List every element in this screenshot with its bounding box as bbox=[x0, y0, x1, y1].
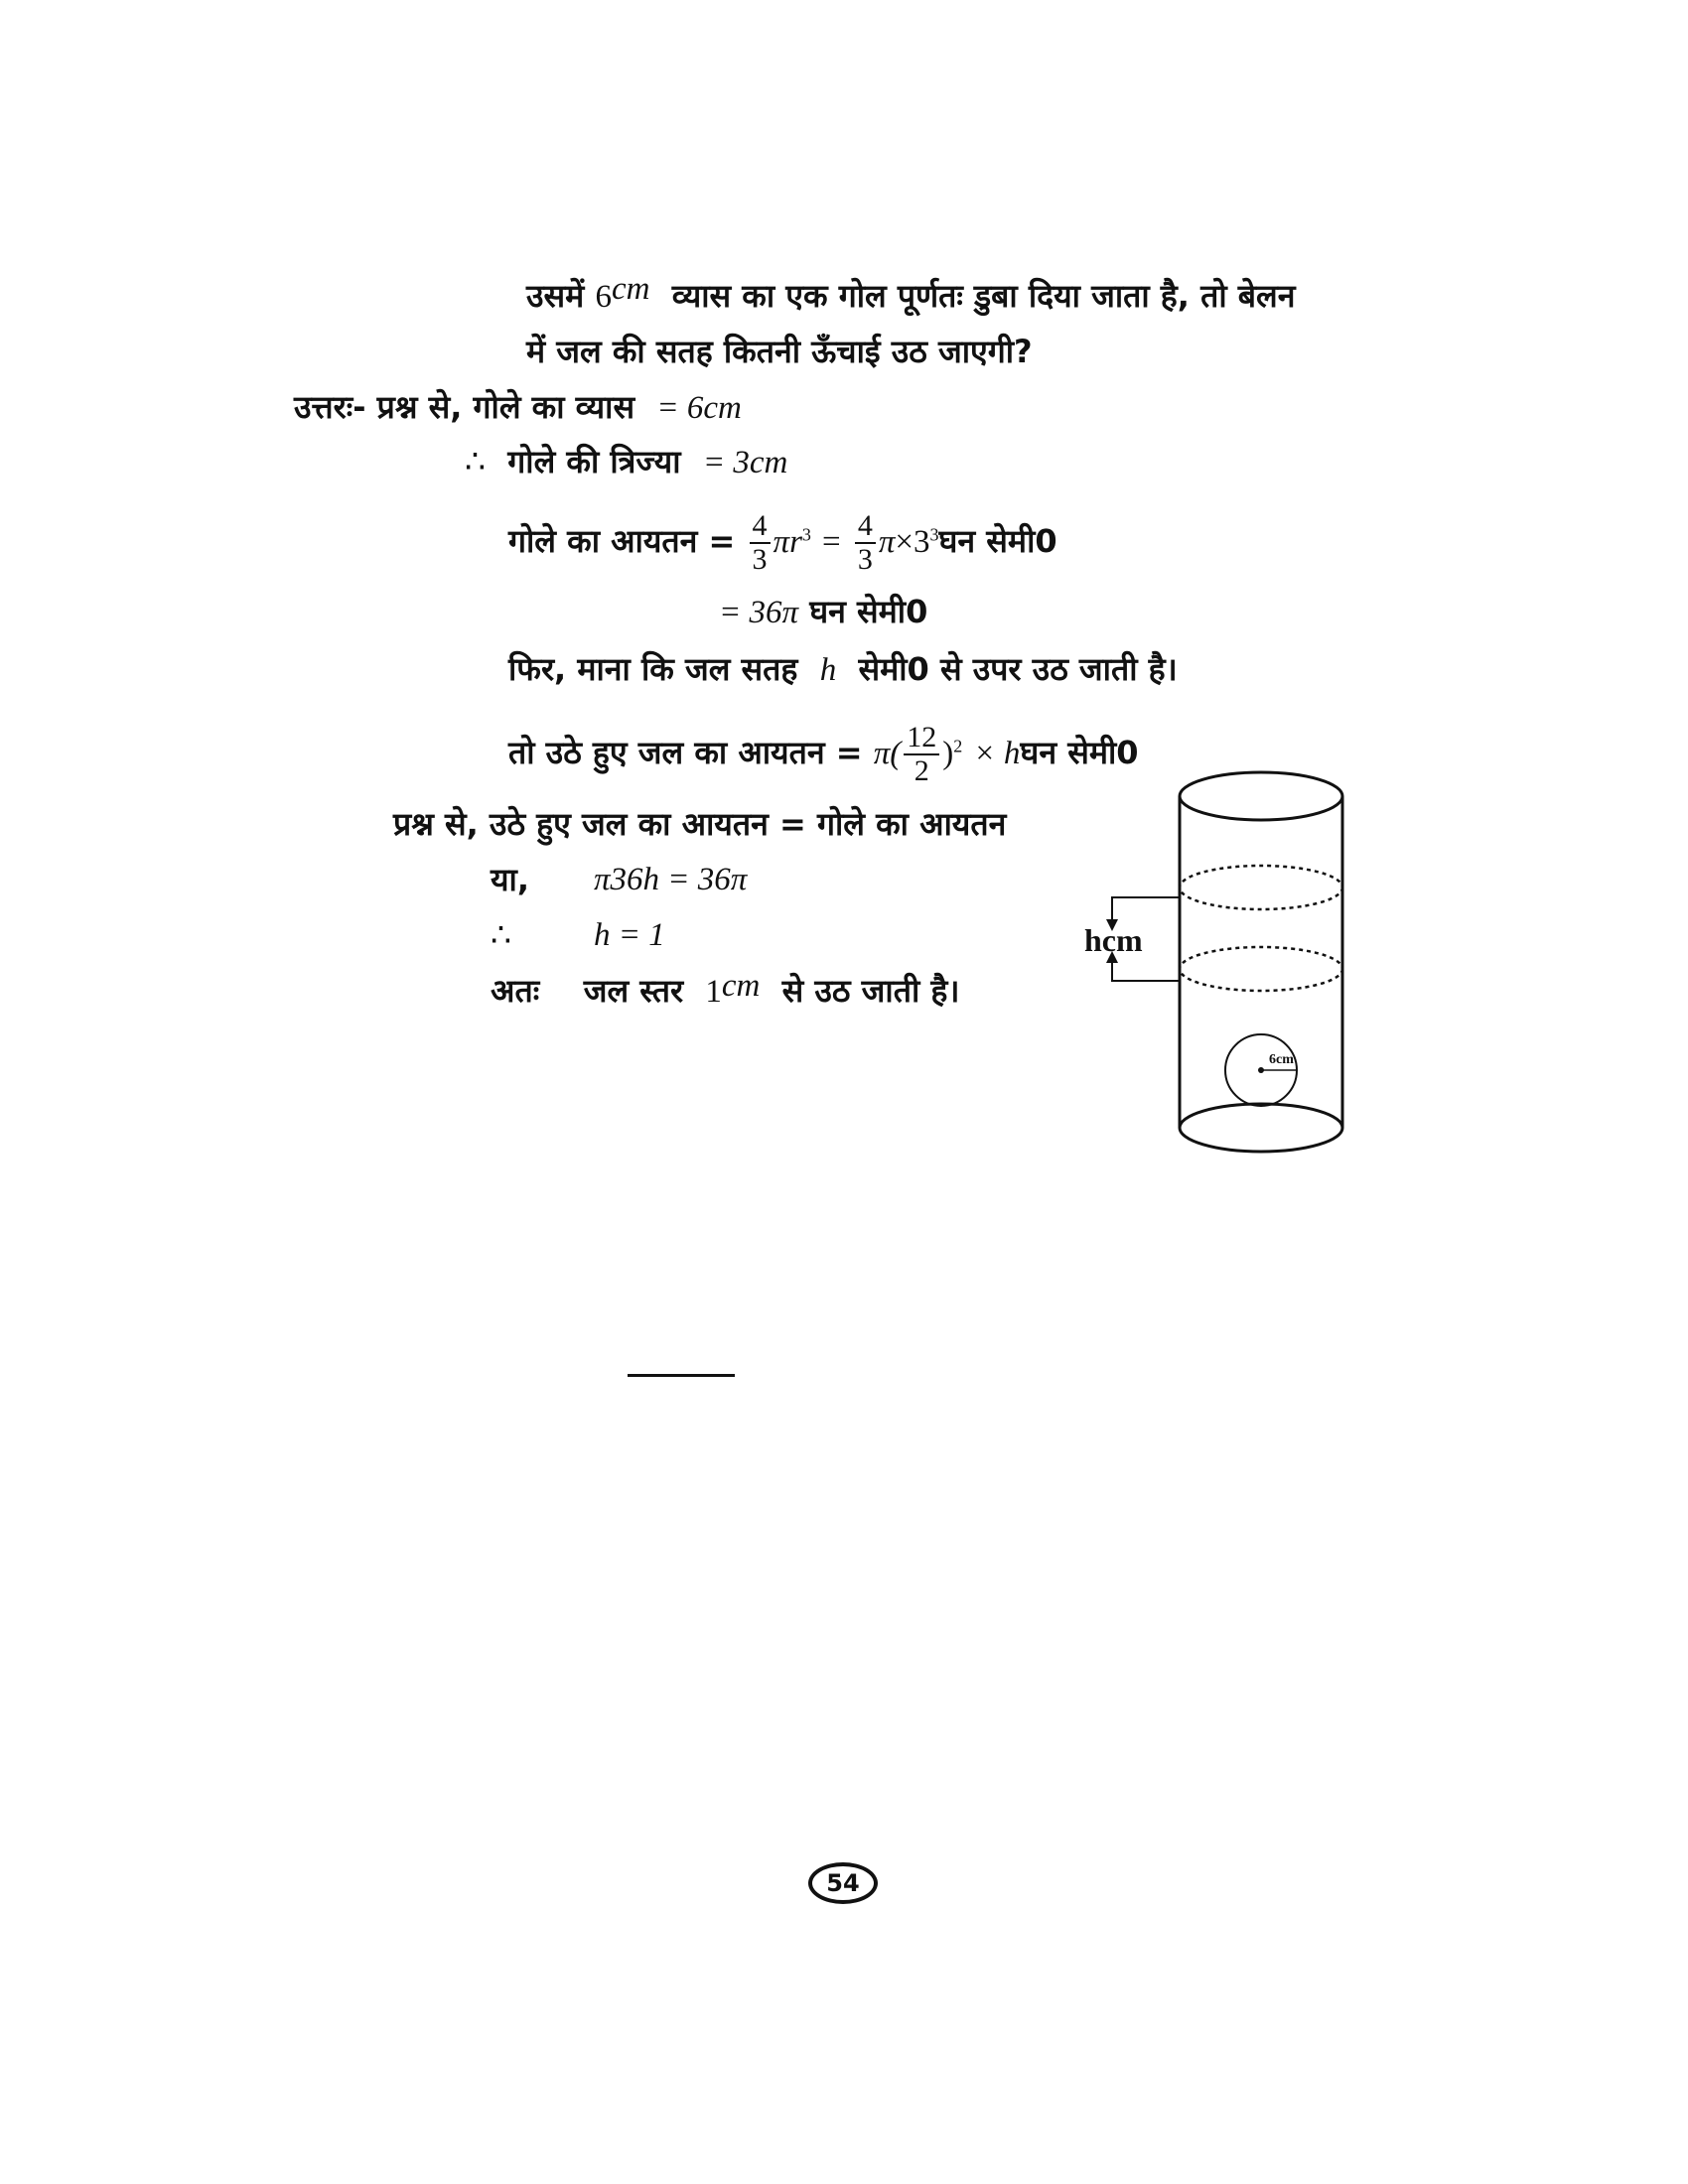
risen-water-volume-line bbox=[508, 715, 1139, 791]
end-separator-line bbox=[628, 1374, 735, 1377]
rise-fraction-denominator: 2 bbox=[914, 754, 929, 787]
equate-text: प्रश्न से, उठे हुए जल का आयतन = गोले का आयतन bbox=[393, 805, 1007, 843]
fraction-four-thirds bbox=[750, 510, 771, 576]
volume-result-expression: = 36π bbox=[719, 595, 799, 630]
answer-step-1 bbox=[294, 387, 742, 428]
pi-symbol: π bbox=[773, 524, 790, 560]
conclusion-label: अतः bbox=[491, 972, 540, 1010]
question-text-2: में जल की सतह कितनी ऊँचाई उठ जाएगी? bbox=[526, 333, 1033, 370]
page-number: 54 bbox=[808, 1862, 878, 1904]
conclusion-text: जल स्तर bbox=[583, 972, 684, 1010]
height-arrow-lower bbox=[1112, 961, 1180, 981]
diameter-value: 6 bbox=[595, 279, 612, 315]
diameter-unit: cm bbox=[611, 271, 650, 307]
conclusion-unit: cm bbox=[721, 968, 761, 1004]
assumption-text: फिर, माना कि जल सतह bbox=[508, 650, 798, 688]
fraction-numerator-2: 4 bbox=[855, 510, 876, 544]
question-text: उसमें bbox=[526, 277, 585, 315]
assumption-line bbox=[508, 649, 1178, 690]
fraction-denominator: 3 bbox=[752, 543, 768, 576]
radius-value: 3 bbox=[913, 524, 930, 560]
conclusion-text-rest: से उठ जाती है। bbox=[781, 972, 960, 1010]
risen-volume-label: तो उठे हुए जल का आयतन = bbox=[508, 734, 863, 771]
pi-symbol-2: π bbox=[878, 524, 896, 560]
question-line-1 bbox=[526, 271, 1296, 317]
times-h: × h bbox=[973, 736, 1021, 771]
times-sign: × bbox=[895, 524, 914, 560]
cube-exponent-2: 3 bbox=[929, 524, 939, 545]
close-paren: ) bbox=[942, 736, 954, 771]
volume-unit-2: घन सेमी0 bbox=[809, 593, 928, 630]
equation-2: h = 1 bbox=[594, 917, 665, 953]
cube-exponent: 3 bbox=[801, 524, 811, 545]
equation-line-1 bbox=[491, 860, 748, 899]
rise-fraction-numerator: 12 bbox=[904, 722, 939, 755]
water-level-lower bbox=[1180, 947, 1342, 991]
therefore-symbol: ∴ bbox=[465, 445, 486, 480]
sphere-center-dot bbox=[1258, 1067, 1264, 1073]
assumption-text-rest: सेमी0 से उपर उठ जाती है। bbox=[858, 650, 1178, 688]
equation-1: π36h = 36π bbox=[594, 862, 748, 897]
volume-unit: घन सेमी0 bbox=[938, 522, 1057, 560]
answer-step-2 bbox=[465, 442, 787, 482]
cylinder-top-ellipse bbox=[1180, 772, 1342, 820]
diameter-statement: प्रश्न से, गोले का व्यास bbox=[376, 388, 635, 426]
sphere-diameter-label: 6cm bbox=[1269, 1052, 1294, 1067]
fraction-denominator-2: 3 bbox=[857, 543, 873, 576]
diameter-expression: = 6cm bbox=[656, 390, 742, 426]
cylinder-bottom-ellipse bbox=[1180, 1104, 1342, 1152]
radius-statement: गोले की त्रिज्या bbox=[507, 443, 681, 480]
equals-sign: = bbox=[822, 524, 841, 560]
fraction-twelve-halves bbox=[904, 722, 939, 787]
height-variable: h bbox=[819, 652, 837, 688]
question-text-rest: व्यास का एक गोल पूर्णतः डुबा दिया जाता है, तो बेलन bbox=[671, 277, 1296, 315]
volume-unit-3: घन सेमी0 bbox=[1020, 734, 1139, 771]
water-level-upper bbox=[1180, 866, 1342, 909]
fraction-numerator: 4 bbox=[750, 510, 771, 544]
radius-variable: r bbox=[789, 524, 802, 560]
square-exponent: 2 bbox=[953, 736, 963, 756]
fraction-four-thirds-2 bbox=[855, 510, 876, 576]
conclusion-line bbox=[491, 968, 960, 1012]
height-label: hcm bbox=[1084, 922, 1143, 958]
cylinder-diagram bbox=[1082, 764, 1360, 1171]
pi-open-paren: π( bbox=[873, 736, 902, 771]
sphere-volume-label: गोले का आयतन = bbox=[508, 522, 736, 560]
answer-label: उत्तरः- bbox=[294, 388, 366, 426]
height-arrow-upper bbox=[1112, 897, 1180, 921]
equation-line-2 bbox=[491, 915, 665, 956]
radius-expression: = 3cm bbox=[702, 445, 788, 480]
question-line-2 bbox=[526, 332, 1033, 371]
equate-line bbox=[393, 804, 1006, 844]
sphere-volume-line bbox=[508, 506, 1057, 577]
therefore-symbol-2: ∴ bbox=[491, 918, 511, 954]
or-label: या, bbox=[491, 861, 530, 898]
sphere-volume-result bbox=[719, 592, 927, 632]
conclusion-value: 1 bbox=[705, 974, 722, 1010]
